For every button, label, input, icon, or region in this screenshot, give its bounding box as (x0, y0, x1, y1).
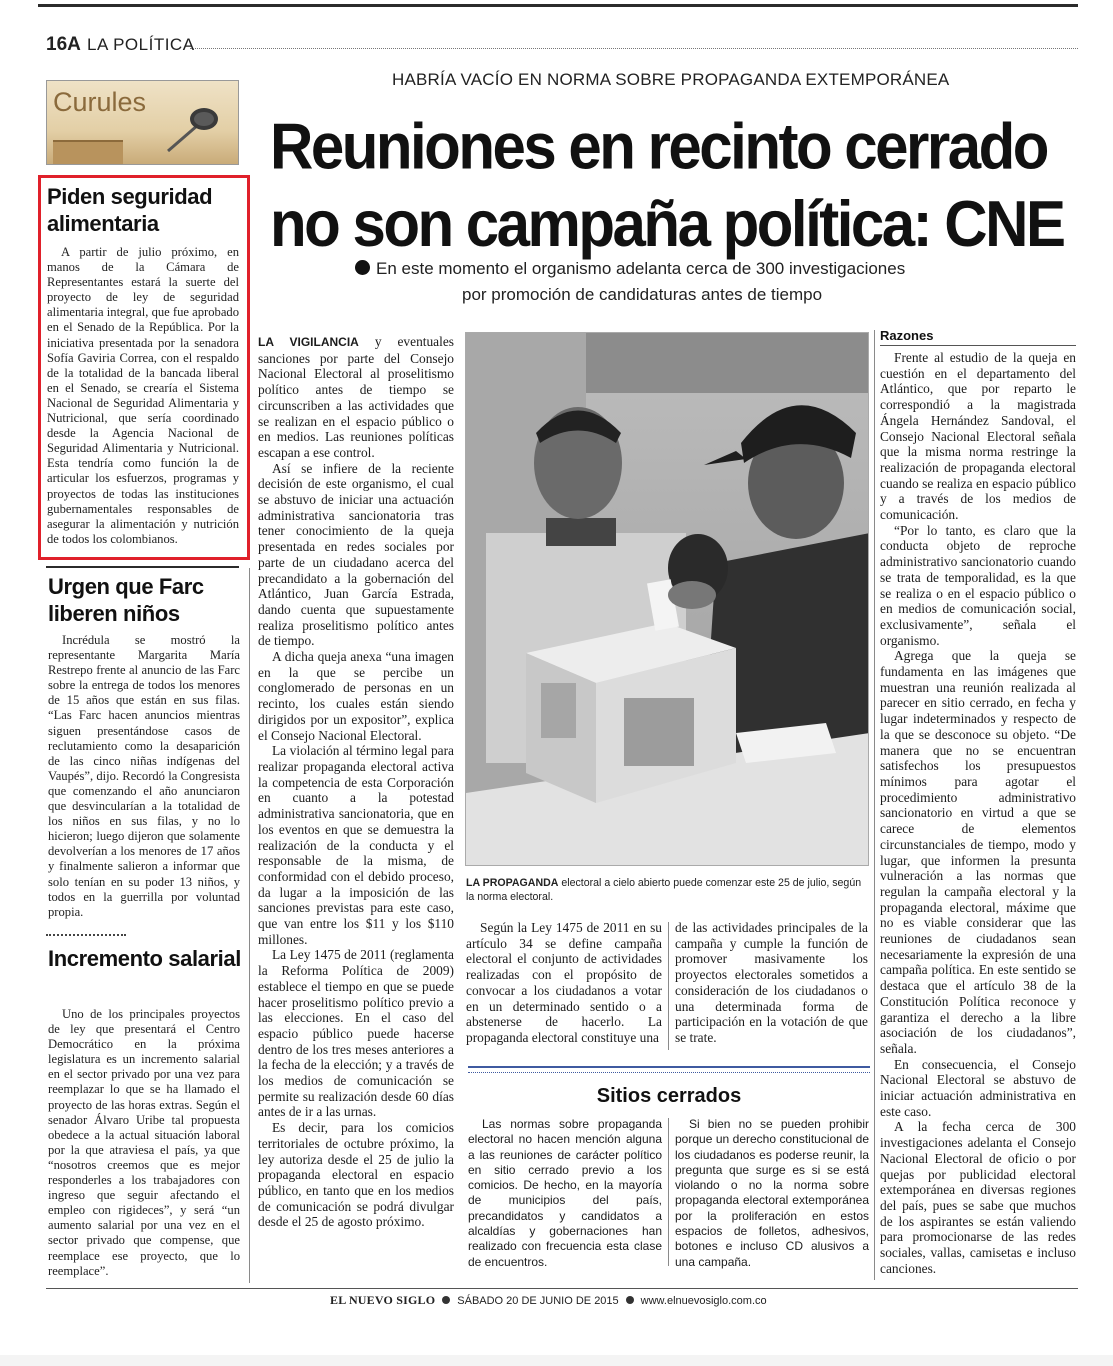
col1-p6: Es decir, para los comicios territoriales de octubre próximo, la ley autoriza desde el 25 de julio la propaganda electoral en espacio público, en tanto que en los medios de comunicación se podrá divulgar desde el 25 de agosto próximo. (258, 1120, 454, 1230)
headline-line-1: Reuniones en recinto cerrado (270, 110, 1047, 183)
col1-p4: La violación al término legal para realizar propaganda electoral activa la competencia de esta Corporación en cuanto a la potestad administrativa sancionatoria, que en los eventos en que se demuestra la realización de la conducta y el responsable de la misma, de conformidad con el debido proceso, da lugar a la imposición de las sanciones previstas para este caso, que van entre los $11 y los $110 millones. (258, 743, 454, 947)
bullet-icon (442, 1296, 450, 1304)
deck-line-2: por promoción de candidaturas antes de tiempo (462, 285, 823, 304)
footer-date: SÁBADO 20 DE JUNIO DE 2015 (457, 1295, 619, 1307)
column-divider-2 (668, 922, 669, 1050)
footer-brand: EL NUEVO SIGLO (330, 1293, 436, 1307)
col1-p5: La Ley 1475 de 2011 (reglamenta la Reforma Política de 2009) establece el tiempo en que se puede hacer proselitismo político previo a las elecciones. En el caso del espacio público puede hacerse dentro de los tres meses anteriores a la fecha de la elección; y a través de los medios de comunicación se permite su realización desde 60 días antes de ir a las urnas. (258, 947, 454, 1120)
podium-graphic (53, 140, 123, 164)
page-bottom-edge (0, 1355, 1113, 1366)
article-lead-caps: LA VIGILANCIA (258, 335, 359, 349)
sitios-right-text: Si bien no se pueden prohibir porque un derecho constitucional de los ciudadanos es poderse reunir, la pregunta que surge es si se está violando o no la norma sobre propaganda electoral extemporánea por la proliferación en estos espacios de folletos, adhesivos, botones e incluso CD alusivos a una campaña. (675, 1117, 869, 1269)
photo-caption (466, 876, 868, 904)
razones-p1: Frente al estudio de la queja en cuestión en el departamento del Atlántico, que por reparto le correspondió a la magistrada Ángela Hernández Sandoval, el Consejo Nacional Electoral señala que la misma norma restringe la realización de propaganda electoral cuando se realiza en espacio público y a través de los medios de comunicación. (880, 350, 1076, 523)
razones-p3: Agrega que la queja se fundamenta en las imágenes que muestran una reunión realizada al parecer en sitio cerrado, en fecha y lugar indeterminados y respecto de la que se desconoce su objeto. “De manera que no se encuentran satisfechos los presupuestos mínimos para agotar el procedimiento administrativo sancionatorio en virtud a que se carece de elementos circunstanciales de tiempo, modo y lugar, que informen la presunta vulneración a las normas que regulan la campaña electoral y la propaganda electoral, máxime que no es viable considerar que las reuniones de ciudadanos sean necesariamente la expresión de una campaña política. En este sentido se destaca que el artículo 38 de la Constitución Política reconoce y garantiza el derecho a la libre asociación de los ciudadanos”, señala. (880, 648, 1076, 1056)
article-photo (465, 332, 869, 866)
sitios-rule (468, 1066, 870, 1068)
razones-p2: “Por lo tanto, es claro que la conducta objeto de reproche administrativo sancionatorio cuando se trata de temporalidad, es la que se realiza o en el espacio público o en medios de comunicación social, exclusivamente”, señala el organismo. (880, 522, 1076, 648)
article-column-2 (466, 920, 662, 1046)
razones-title: Razones (880, 328, 934, 343)
ballot-box-photo (466, 333, 869, 866)
col1-p2: Así se infiere de la reciente decisión de este organismo, el cual se abstuvo de iniciar una actuación administrativa sancionatoria tras tener conocimiento de la queja presentada en redes sociales por parte de un ciudadano acerca del precandidato a la gobernación del Atlántico, Juan García Estrada, dando cuenta que supuestamente realiza proselitismo político antes de tiempo. (258, 460, 454, 649)
story3-dotted-rule (46, 934, 126, 936)
bullet-icon (626, 1296, 634, 1304)
sitios-left-column (468, 1117, 662, 1270)
col1-p1: y eventuales sanciones por parte del Consejo Nacional Electoral al proselitismo político antes de tiempo se circunscriben a las actividades que se realizan en el espacio público o en medios. Las reuniones políticas escapan a ese control. (258, 334, 454, 460)
sitios-dotted-rule (468, 1072, 870, 1073)
sitios-right-column (675, 1117, 869, 1270)
article-kicker: HABRÍA VACÍO EN NORMA SOBRE PROPAGANDA EXTEMPORÁNEA (392, 70, 950, 89)
header-dotted-rule (190, 48, 1078, 49)
sidebar-divider (249, 568, 250, 1283)
sitios-left-text: Las normas sobre propaganda electoral no hacen mención alguna a las reuniones de carácter político en sitio cerrado previo a los comicios. De hecho, en la mayoría de municipios del país, precandidatos y candidatos a alcaldías y gobernaciones han realizado con frecuencia esta clase de encuentros. (468, 1117, 662, 1269)
sitios-title: Sitios cerrados (596, 1085, 742, 1107)
sitios-divider (668, 1118, 669, 1266)
story1-title: Piden seguridad alimentaria (47, 184, 213, 236)
bullet-icon (355, 260, 370, 275)
microphone-icon (158, 91, 228, 161)
top-border-rule (38, 4, 1078, 7)
story3-text: Uno de los principales proyectos de ley que presentará el Centro Democrático en la próxima legislatura es un incremento salarial en el sector privado por una vez para reemplazar lo que se ha llamado el proyecto de las horas extras. Según el senador Álvaro Uribe tal propuesta obedece a la actual situación laboral por la que atraviesa el país, ya que “nosotros creemos que es mejor responderles a los trabajadores con ingreso que seguir afectando el empleo con rigideces”, y será “un aumento salarial por una vez en el sector privado que compense, que reemplace ese proyecto, que lo reemplace”. (48, 1007, 240, 1278)
article-headline (270, 108, 1070, 264)
razones-rule (880, 345, 1076, 346)
caption-lead: LA PROPAGANDA (466, 877, 559, 889)
deck-line-1: En este momento el organismo adelanta cerca de 300 investigaciones (376, 259, 906, 278)
razones-p4: En consecuencia, el Consejo Nacional Electoral se abstuvo de iniciar actuación administrativa en este caso. (880, 1056, 1076, 1119)
article-deck (355, 256, 995, 308)
col2-text: Según la Ley 1475 de 2011 en su artículo 34 se define campaña electoral el conjunto de actividades realizadas con el propósito de convocar a los ciudadanos a votar en un determinado sentido o a abstenerse de hacerlo. La propaganda electoral constituye una (466, 920, 662, 1045)
footer-url: www.elnuevosiglo.com.co (640, 1295, 767, 1307)
footer-rule (46, 1288, 1078, 1289)
story3-title: Incremento salarial (48, 946, 241, 971)
curules-box (46, 80, 239, 165)
caption-text: electoral a cielo abierto puede comenzar este 25 de julio, según la norma electoral. (466, 877, 862, 903)
headline-line-2: no son campaña política: CNE (270, 187, 1064, 261)
story2-title: Urgen que Farc liberen niños (48, 574, 204, 626)
col3-text: de las actividades principales de la campaña y cumple la función de promover masivamente los proyectos electorales sometidos a consideración de los ciudadanos o una determinada forma de participación en la votación de que se trate. (675, 920, 868, 1045)
razones-p5: A la fecha cerca de 300 investigaciones adelanta el Consejo Nacional Electoral de oficio o por quejas por publicidad electoral extemporánea en diversas regiones del país, pues se sabe que muchos de los aspirantes se están valiendo para promocionarse de las redes sociales, vallas, camisetas e incluso canciones. (880, 1119, 1076, 1276)
curules-label: Curules (53, 87, 147, 117)
story1-text: A partir de julio próximo, en manos de la Cámara de Representantes estará la suerte del proyecto de ley de seguridad alimentaria integral, que fue aprobado en el Senado de la República. Por la iniciativa presentada por la senadora Sofía Gaviria Correa, con el respaldo de la totalidad de la bancada liberal en el Senado, se crearía el Sistema Nacional de Seguridad Alimentaria y Nutricional, que sería coordinado desde la Agencia Nacional de Seguridad Alimentaria y Nutricional. Esta tendría como función la de articular los esfuerzos, programas y proyectos de todas las instituciones gubernamentales responsables de asegurar la alimentación y nutrición de todos los colombianos. (47, 245, 239, 546)
col1-p3: A dicha queja anexa “una imagen en la que se percibe un conglomerado de personas en un recinto, los cuales están siendo dirigidos por un expositor”, explica el Consejo Nacional Electoral. (258, 649, 454, 743)
razones-divider (874, 330, 875, 1280)
article-column-3 (675, 920, 868, 1046)
section-name: LA POLÍTICA (87, 35, 195, 54)
razones-column (880, 350, 1076, 1276)
story2-text: Incrédula se mostró la representante Margarita María Restrepo frente al anuncio de las Farc sobre la entrega de todos los menores de 15 años que están en sus filas. “Las Farc hacen anuncios mientras siguen presentándose casos de reclutamiento como la desaparición de las cinco niñas indígenas del Vaupés”, dijo. Recordó la Congresista que comenzando el año anunciaron que desvincularían a la totalidad de los niños en sus filas, y no lo hicieron; luego dijeron que solamente devolverían a los menores de 17 años y finalmente salieron a informar que solo tenían en su poder 13 niños, y todos en la guerrilla por voluntad propia. (48, 633, 240, 919)
page-footer (330, 1293, 767, 1308)
story2-rule (46, 566, 239, 568)
article-column-1 (258, 334, 454, 1230)
page-number: 16A (46, 34, 81, 55)
